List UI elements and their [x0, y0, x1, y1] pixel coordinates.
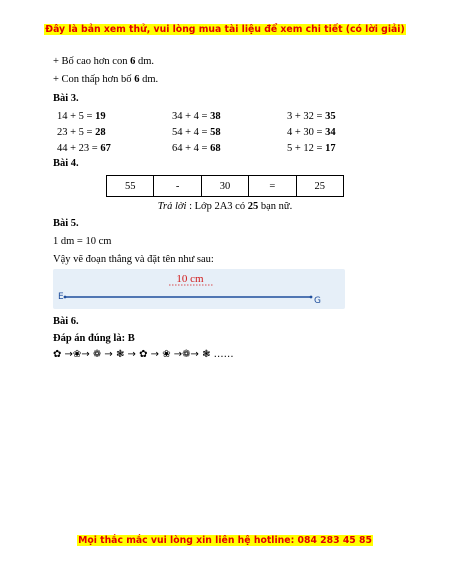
bai4-answer: Trả lời : Lớp 2A3 có 25 bạn nữ.: [157, 201, 293, 212]
bai3-item: 23 + 5 = 28: [57, 127, 106, 138]
point-g-dot: [310, 296, 313, 299]
bai3-item: 64 + 4 = 68: [172, 143, 221, 154]
bai6-answer: Đáp án đúng là: B: [53, 333, 135, 344]
expression-cell: 25: [296, 176, 343, 197]
intro-line-2: + Con thấp hơn bố 6 dm.: [53, 74, 159, 85]
point-g-label: G: [314, 296, 321, 306]
bai3-item: 4 + 30 = 34: [287, 127, 336, 138]
expression-cell: 30: [201, 176, 248, 197]
segment-drawing: [53, 269, 345, 309]
expression-cell: -: [154, 176, 201, 197]
bai6-title: Bài 6.: [53, 316, 79, 327]
bai5-instruction: Vậy vẽ đoạn thẳng và đặt tên như sau:: [53, 254, 214, 265]
bai3-title: Bài 3.: [53, 93, 79, 104]
bai3-item: 3 + 32 = 35: [287, 111, 336, 122]
expression-cell: 55: [107, 176, 154, 197]
bai5-conversion: 1 dm = 10 cm: [53, 236, 112, 247]
bai5-title: Bài 5.: [53, 218, 79, 229]
bai3-item: 34 + 4 = 38: [172, 111, 221, 122]
point-e-dot: [64, 296, 67, 299]
bai3-item: 5 + 12 = 17: [287, 143, 336, 154]
expression-cell: =: [249, 176, 296, 197]
point-e-label: E: [58, 292, 64, 302]
intro-line-1: + Bố cao hơn con 6 dm.: [53, 56, 155, 67]
bai3-item: 44 + 23 = 67: [57, 143, 111, 154]
footer-banner: Mọi thắc mắc vui lòng xin liên hệ hotline: 084 283 45 85: [78, 535, 372, 546]
bai3-item: 54 + 4 = 58: [172, 127, 221, 138]
flower-sequence: ✿ →❀→ ❁ → ❃ → ✿ → ❀ →❁→ ❃ ……: [53, 349, 234, 360]
bai4-expression-table: [106, 175, 344, 197]
bai3-item: 14 + 5 = 19: [57, 111, 106, 122]
header-banner: Đây là bản xem thử, vui lòng mua tài liệu để xem chi tiết (có lời giải): [45, 24, 405, 35]
segment-figure: [53, 269, 345, 309]
segment-length-label: 10 cm: [176, 273, 204, 285]
bai4-title: Bài 4.: [53, 158, 79, 169]
